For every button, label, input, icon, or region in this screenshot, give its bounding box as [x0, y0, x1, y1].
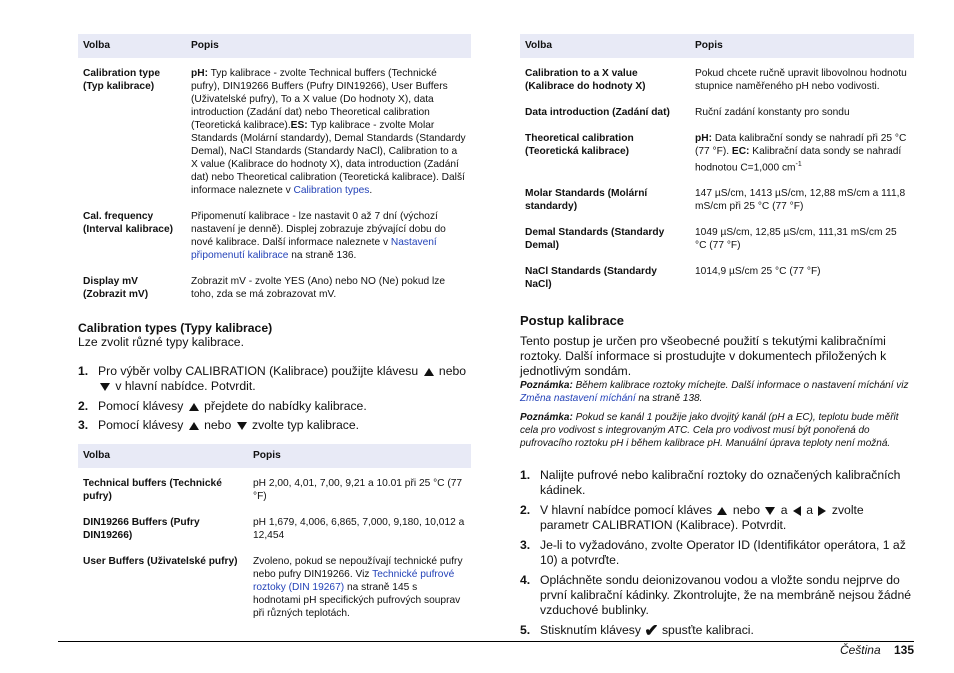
option-cell: Demal Standards (Standardy Demal) — [525, 227, 665, 252]
desc-tail: na straně 145 s hodnotami pH specifických pufrových souprav při různých teplotách. — [253, 582, 461, 619]
option-cell: Cal. frequency (Interval kalibrace) — [83, 211, 174, 235]
table-row — [520, 58, 914, 97]
left-arrow-icon — [793, 506, 801, 516]
note-label: Poznámka: — [520, 380, 573, 392]
calibration-procedure-intro: Tento postup je určen pro všeobecné použití s tekutými kalibračními roztoky. Další informace si prostudujte v dokumentech přiložených k jednotlivým sondám. — [520, 334, 887, 379]
step-number: 2. — [78, 399, 89, 413]
description-cell: Ruční zadání konstanty pro sondu — [695, 107, 850, 118]
step-number: 5. — [520, 623, 531, 638]
option-cell: Display mV (Zobrazit mV) — [83, 276, 149, 300]
desc-tail: na straně 136. — [288, 250, 357, 261]
step-text: zvolte parametr CALIBRATION (Kalibrace). Potvrdit. — [540, 503, 864, 533]
table-header-option: Volba — [78, 34, 186, 58]
list-item — [78, 399, 471, 414]
ph-text: Data kalibrační sondy se nahradí při 25 °C (77 °F). — [695, 133, 907, 157]
list-item — [520, 503, 914, 533]
calibration-methods-table — [520, 34, 914, 295]
table-row — [520, 123, 914, 178]
es-text: Typ kalibrace - zvolte Molar Standards (Molární standardy), Demal Standards (Standardy Demal), NaCl Standards (Standardy NaCl), Calibration to a X value (Kalibrace do hodnoty X), data introduction (Zadání dat) nebo Theoretical calibration (Teoretická kalibrace). Další informace naleznete v — [191, 120, 466, 196]
step-text: nebo — [200, 418, 235, 432]
option-cell: Molar Standards (Molární standardy) — [525, 188, 648, 213]
list-item — [520, 468, 914, 498]
table-row — [520, 97, 914, 123]
step-number: 1. — [78, 364, 89, 378]
ph-label: pH: — [191, 68, 208, 79]
description-cell: 1014,9 µS/cm 25 °C (77 °F) — [695, 266, 821, 278]
superscript: -1 — [795, 161, 802, 168]
step-text: V hlavní nabídce pomocí kláves — [540, 503, 716, 518]
down-arrow-icon — [237, 422, 247, 430]
down-arrow-icon — [100, 383, 110, 391]
step-text: Stisknutím klávesy — [540, 623, 645, 638]
up-arrow-icon — [189, 422, 199, 430]
description-cell: pH 1,679, 4,006, 6,865, 7,000, 9,180, 10,012 a 12,454 — [253, 517, 465, 541]
left-column — [78, 34, 471, 624]
description-cell — [186, 58, 471, 201]
step-number: 2. — [520, 503, 531, 518]
buffer-types-table — [78, 444, 471, 624]
table-row — [520, 256, 914, 295]
ph-text: Typ kalibrace - zvolte Technical buffers (Technické pufry), DIN19266 Buffers (Pufry DIN19266), User Buffers (Uživatelské pufry), To a X value (Do hodnoty X), data introduction (Zadání dat) nebo Theoretical calibration (Teoretická kalibrace). — [191, 68, 448, 131]
description-cell: Pokud chcete ručně upravit libovolnou hodnotu stupnice naměřeného pH nebo vodivosti. — [695, 68, 907, 92]
check-icon: ✔ — [644, 621, 659, 641]
step-number: 4. — [520, 573, 531, 588]
step-number: 3. — [78, 418, 89, 432]
ph-label: pH: — [695, 133, 712, 144]
table-row — [78, 546, 471, 624]
step-text: v hlavní nabídce. Potvrdit. — [112, 379, 256, 393]
calibration-procedure-heading: Postup kalibrace — [520, 313, 625, 329]
option-cell: Calibration type (Typ kalibrace) — [83, 68, 160, 92]
list-item — [520, 573, 914, 618]
description-cell — [690, 123, 914, 178]
table-header-option: Volba — [520, 34, 690, 58]
up-arrow-icon — [717, 507, 727, 515]
table-row — [78, 266, 471, 305]
calibration-reminder-link[interactable]: Nastavení připomenutí kalibrace — [191, 237, 437, 261]
table-row — [78, 507, 471, 546]
option-cell: Technical buffers (Technické pufry) — [83, 478, 222, 502]
list-item — [520, 621, 914, 641]
ec-label: EC: — [731, 146, 750, 157]
table-header-option: Volba — [78, 444, 248, 468]
step-text: Pomocí klávesy — [98, 418, 187, 432]
up-arrow-icon — [189, 403, 199, 411]
list-item — [78, 418, 471, 433]
note-tail: na straně 138. — [635, 393, 703, 405]
stirring-settings-link[interactable]: Změna nastavení míchání — [520, 393, 636, 405]
page-number: 135 — [893, 643, 914, 657]
table-row — [520, 178, 914, 217]
step-text: Nalijte pufrové nebo kalibrační roztoky do označených kalibračních kádinek. — [540, 468, 901, 498]
step-text: zvolte typ kalibrace. — [248, 418, 360, 432]
calibration-types-link[interactable]: Calibration types — [293, 185, 370, 196]
description-cell — [248, 546, 471, 624]
step-text: přejdete do nabídky kalibrace. — [200, 399, 367, 413]
calibration-types-heading: Calibration types (Typy kalibrace) — [78, 321, 273, 335]
option-cell: NaCl Standards (Standardy NaCl) — [525, 266, 657, 291]
step-text: spusťte kalibraci. — [658, 623, 754, 638]
option-cell: Data introduction (Zadání dat) — [525, 107, 670, 118]
footer-language: Čeština — [839, 643, 881, 657]
page-footer — [840, 643, 914, 657]
option-cell: Theoretical calibration (Teoretická kalibrace) — [525, 133, 634, 157]
note-text: Pokud se kanál 1 použije jako dvojitý kanál (pH a EC), teplotu bude měřit cela pro vodivost s integrovaným ATC. Cela pro vodivost musí být ponořená do pufrovacího roztoku pH i během kalibrace pH. Manuální úprava teploty není možná. — [520, 412, 899, 450]
table-header-description: Popis — [690, 34, 914, 58]
step-text: a — [802, 503, 817, 518]
step-text: Je-li to vyžadováno, zvolte Operator ID (Identifikátor operátora, 1 až 10) a potvrďte. — [540, 538, 906, 568]
step-text: Pro výběr volby CALIBRATION (Kalibrace) použijte klávesu — [98, 364, 422, 378]
table-row — [78, 468, 471, 507]
desc-tail: . — [369, 185, 373, 196]
option-cell: User Buffers (Uživatelské pufry) — [83, 556, 238, 567]
table-header-description: Popis — [186, 34, 471, 58]
step-text: nebo — [729, 503, 764, 518]
right-arrow-icon — [818, 506, 826, 516]
description-cell: pH 2,00, 4,01, 7,00, 9,21 a 10.01 při 25 °C (77 °F) — [253, 478, 463, 502]
step-text: Pomocí klávesy — [98, 399, 187, 413]
table-header-description: Popis — [248, 444, 471, 468]
step-text: a — [777, 503, 791, 518]
step-number: 3. — [520, 538, 531, 553]
option-cell: DIN19266 Buffers (Pufry DIN19266) — [83, 517, 200, 541]
calibration-settings-table — [78, 34, 471, 305]
list-item — [78, 364, 471, 394]
down-arrow-icon — [765, 507, 775, 515]
list-item — [520, 538, 914, 568]
step-number: 1. — [520, 468, 531, 483]
note-dual-channel — [520, 411, 914, 450]
table-row — [78, 201, 471, 266]
table-row — [78, 58, 471, 201]
es-label: ES: — [290, 120, 308, 131]
description-cell: Zobrazit mV - zvolte YES (Ano) nebo NO (Ne) pokud lze toho, zda se má zobrazovat mV. — [191, 276, 446, 300]
up-arrow-icon — [424, 368, 434, 376]
step-text: Opláchněte sondu deionizovanou vodou a vložte sondu nejprve do první kalibrační kádinky. Zkontrolujte, že na membráně nejsou žádné vzduchové bublinky. — [540, 573, 912, 618]
note-label: Poznámka: — [520, 412, 573, 424]
footer-divider — [58, 641, 914, 642]
calibration-types-intro: Lze zvolit různé typy kalibrace. — [78, 335, 244, 349]
calibration-types-steps — [78, 364, 471, 433]
description-cell — [186, 201, 471, 266]
desc-text: Zvoleno, pokud se nepoužívají technické pufry nebo pufry DIN19266. Viz — [253, 556, 463, 580]
note-text: Během kalibrace roztoky míchejte. Další informace o nastavení míchání viz — [572, 380, 909, 392]
note-stirring — [520, 379, 914, 405]
table-row — [520, 217, 914, 256]
description-cell: 147 µS/cm, 1413 µS/cm, 12,88 mS/cm a 111,8 mS/cm při 25 °C (77 °F) — [695, 188, 906, 213]
desc-text: Připomenutí kalibrace - lze nastavit 0 až 7 dní (výchozí nastavení je denně). Displej zobrazuje zbývající dobu do nové kalibrace. Další informace naleznete v — [191, 211, 446, 248]
technical-buffers-link[interactable]: Technické pufrové roztoky (DIN 19267) — [253, 569, 455, 593]
description-cell: 1049 µS/cm, 12,85 µS/cm, 111,31 mS/cm 25 °C (77 °F) — [695, 227, 897, 252]
calibration-procedure-steps — [520, 468, 914, 641]
step-text: nebo — [435, 364, 467, 378]
right-column — [520, 34, 914, 641]
option-cell: Calibration to a X value (Kalibrace do hodnoty X) — [525, 68, 646, 92]
ec-text: Kalibrační data sondy se nahradí hodnotou C=1,000 cm — [695, 146, 902, 174]
